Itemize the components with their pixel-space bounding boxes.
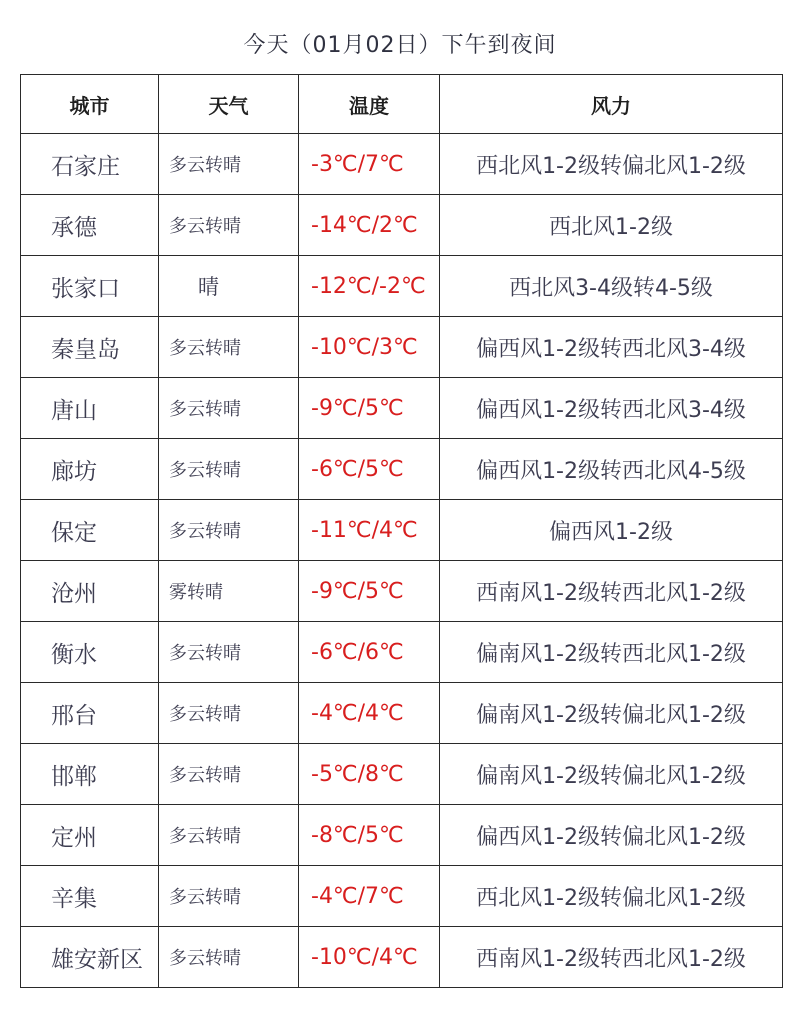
wind-cell: 西北风1-2级 xyxy=(440,195,783,256)
wind-cell: 西北风1-2级转偏北风1-2级 xyxy=(440,866,783,927)
table-row xyxy=(21,622,783,683)
temperature-cell: -10℃/3℃ xyxy=(299,317,440,378)
weather-cell: 多云转晴 xyxy=(159,134,299,195)
table-row xyxy=(21,683,783,744)
temperature-cell: -11℃/4℃ xyxy=(299,500,440,561)
header-weather: 天气 xyxy=(159,75,299,134)
page-title: 今天（01月02日）下午到夜间 xyxy=(243,33,557,58)
temperature-cell: -4℃/4℃ xyxy=(299,683,440,744)
temperature-cell: -6℃/5℃ xyxy=(299,439,440,500)
wind-cell: 西南风1-2级转西北风1-2级 xyxy=(440,561,783,622)
temperature-cell: -3℃/7℃ xyxy=(299,134,440,195)
table-row xyxy=(21,378,783,439)
temperature-cell: -5℃/8℃ xyxy=(299,744,440,805)
city-cell: 石家庄 xyxy=(21,134,159,195)
table-row xyxy=(21,744,783,805)
weather-cell: 多云转晴 xyxy=(159,378,299,439)
wind-cell: 偏南风1-2级转西北风1-2级 xyxy=(440,622,783,683)
table-row xyxy=(21,927,783,988)
table-row xyxy=(21,805,783,866)
temperature-cell: -12℃/-2℃ xyxy=(299,256,440,317)
weather-cell: 多云转晴 xyxy=(159,439,299,500)
wind-cell: 偏南风1-2级转偏北风1-2级 xyxy=(440,683,783,744)
wind-cell: 西北风1-2级转偏北风1-2级 xyxy=(440,134,783,195)
weather-cell: 多云转晴 xyxy=(159,744,299,805)
weather-cell: 多云转晴 xyxy=(159,927,299,988)
header-city: 城市 xyxy=(21,75,159,134)
temperature-cell: -10℃/4℃ xyxy=(299,927,440,988)
weather-cell: 晴 xyxy=(159,256,299,317)
temperature-cell: -14℃/2℃ xyxy=(299,195,440,256)
wind-cell: 偏南风1-2级转偏北风1-2级 xyxy=(440,744,783,805)
city-cell: 衡水 xyxy=(21,622,159,683)
table-row xyxy=(21,134,783,195)
table-header-row xyxy=(21,75,783,134)
city-cell: 唐山 xyxy=(21,378,159,439)
table-row xyxy=(21,317,783,378)
wind-cell: 偏西风1-2级转西北风3-4级 xyxy=(440,378,783,439)
wind-cell: 偏西风1-2级 xyxy=(440,500,783,561)
city-cell: 邯郸 xyxy=(21,744,159,805)
wind-cell: 西南风1-2级转西北风1-2级 xyxy=(440,927,783,988)
temperature-cell: -6℃/6℃ xyxy=(299,622,440,683)
temperature-cell: -8℃/5℃ xyxy=(299,805,440,866)
table-row xyxy=(21,195,783,256)
table-row xyxy=(21,866,783,927)
wind-cell: 西北风3-4级转4-5级 xyxy=(440,256,783,317)
weather-cell: 多云转晴 xyxy=(159,500,299,561)
city-cell: 雄安新区 xyxy=(21,927,159,988)
temperature-cell: -9℃/5℃ xyxy=(299,561,440,622)
city-cell: 保定 xyxy=(21,500,159,561)
weather-cell: 多云转晴 xyxy=(159,683,299,744)
city-cell: 承德 xyxy=(21,195,159,256)
weather-cell: 多云转晴 xyxy=(159,317,299,378)
city-cell: 张家口 xyxy=(21,256,159,317)
wind-cell: 偏西风1-2级转西北风4-5级 xyxy=(440,439,783,500)
wind-cell: 偏西风1-2级转西北风3-4级 xyxy=(440,317,783,378)
city-cell: 邢台 xyxy=(21,683,159,744)
header-wind: 风力 xyxy=(440,75,783,134)
weather-cell: 雾转晴 xyxy=(159,561,299,622)
weather-cell: 多云转晴 xyxy=(159,622,299,683)
city-cell: 廊坊 xyxy=(21,439,159,500)
weather-cell: 多云转晴 xyxy=(159,866,299,927)
weather-cell: 多云转晴 xyxy=(159,195,299,256)
table-row xyxy=(21,500,783,561)
weather-forecast-table xyxy=(20,74,783,988)
city-cell: 沧州 xyxy=(21,561,159,622)
city-cell: 定州 xyxy=(21,805,159,866)
city-cell: 辛集 xyxy=(21,866,159,927)
temperature-cell: -9℃/5℃ xyxy=(299,378,440,439)
wind-cell: 偏西风1-2级转偏北风1-2级 xyxy=(440,805,783,866)
table-row xyxy=(21,561,783,622)
table-row xyxy=(21,256,783,317)
table-row xyxy=(21,439,783,500)
temperature-cell: -4℃/7℃ xyxy=(299,866,440,927)
header-temperature: 温度 xyxy=(299,75,440,134)
weather-cell: 多云转晴 xyxy=(159,805,299,866)
city-cell: 秦皇岛 xyxy=(21,317,159,378)
